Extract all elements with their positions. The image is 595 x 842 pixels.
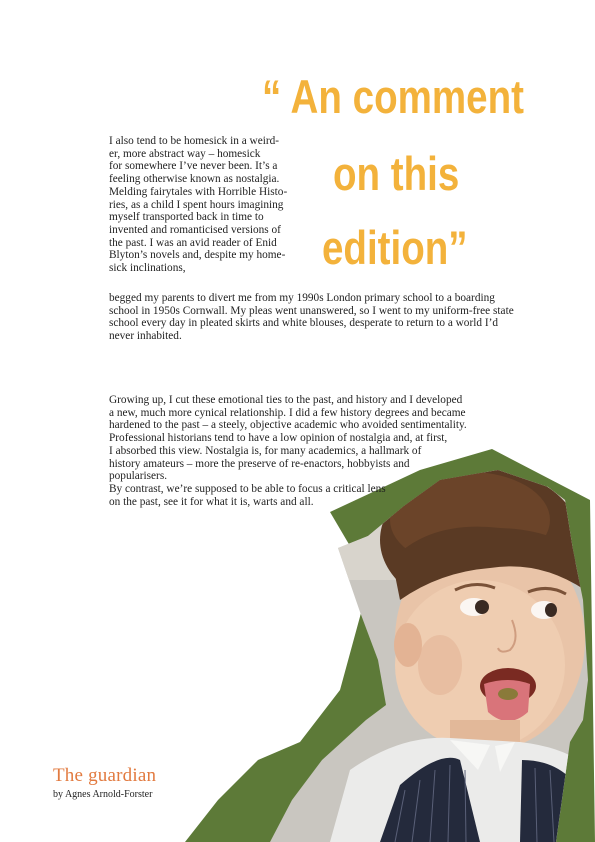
text-line: popularisers. bbox=[109, 470, 168, 483]
text-line: a new, much more cynical relationship. I did a few history degrees and became bbox=[109, 406, 466, 419]
text-line: invented and romanticised versions of bbox=[109, 223, 281, 236]
text-line: er, more abstract way – homesick bbox=[109, 147, 261, 160]
text-line: begged my parents to divert me from my 1990s London primary school to a boarding bbox=[109, 292, 495, 304]
second-paragraph bbox=[109, 394, 509, 508]
text-line: ries, as a child I spent hours imagining bbox=[109, 198, 284, 211]
text-line: on the past, see it for what it is, warts and all. bbox=[109, 495, 314, 508]
text-line: sick inclinations, bbox=[109, 262, 186, 275]
child-photo bbox=[260, 460, 595, 842]
text-line: Professional historians tend to have a low opinion of nostalgia and, at first, bbox=[109, 432, 448, 445]
intro-paragraph-narrow bbox=[109, 135, 304, 275]
text-line: school every day in pleated skirts and white blouses, desperate to return to a world I’d bbox=[109, 317, 499, 330]
text-line: never inhabited. bbox=[109, 330, 182, 343]
text-line: myself transported back in time to bbox=[109, 211, 264, 224]
text-line: for somewhere I’ve never been. It’s a bbox=[109, 160, 278, 173]
text-line: history amateurs – more the preserve of re-enactors, hobbyists and bbox=[109, 457, 410, 470]
text-line: hardened to the past – a steely, objective academic who avoided sentimentality. bbox=[109, 419, 467, 432]
text-line: By contrast, we’re supposed to be able to focus a critical lens bbox=[109, 482, 386, 495]
text-line: I also tend to be homesick in a weird- bbox=[109, 135, 280, 147]
text-line: Blyton’s novels and, despite my home- bbox=[109, 249, 286, 262]
publication-masthead: The guardian bbox=[53, 765, 157, 786]
text-line: I absorbed this view. Nostalgia is, for many academics, a hallmark of bbox=[109, 444, 422, 457]
text-line: Melding fairytales with Horrible Histo- bbox=[109, 185, 288, 198]
author-byline: by Agnes Arnold-Forster bbox=[53, 789, 153, 800]
text-line: the past. I was an avid reader of Enid bbox=[109, 236, 277, 249]
text-line: Growing up, I cut these emotional ties to the past, and history and I developed bbox=[109, 394, 463, 406]
pull-quote-line-2: on this bbox=[333, 147, 460, 200]
pull-quote-line-1: “ An comment bbox=[262, 70, 524, 123]
text-line: school in 1950s Cornwall. My pleas went unanswered, so I went to my uniform-free state bbox=[109, 304, 514, 317]
intro-paragraph-wide bbox=[109, 292, 549, 343]
pull-quote-line-3: edition” bbox=[322, 221, 468, 274]
text-line: feeling otherwise known as nostalgia. bbox=[109, 173, 280, 186]
